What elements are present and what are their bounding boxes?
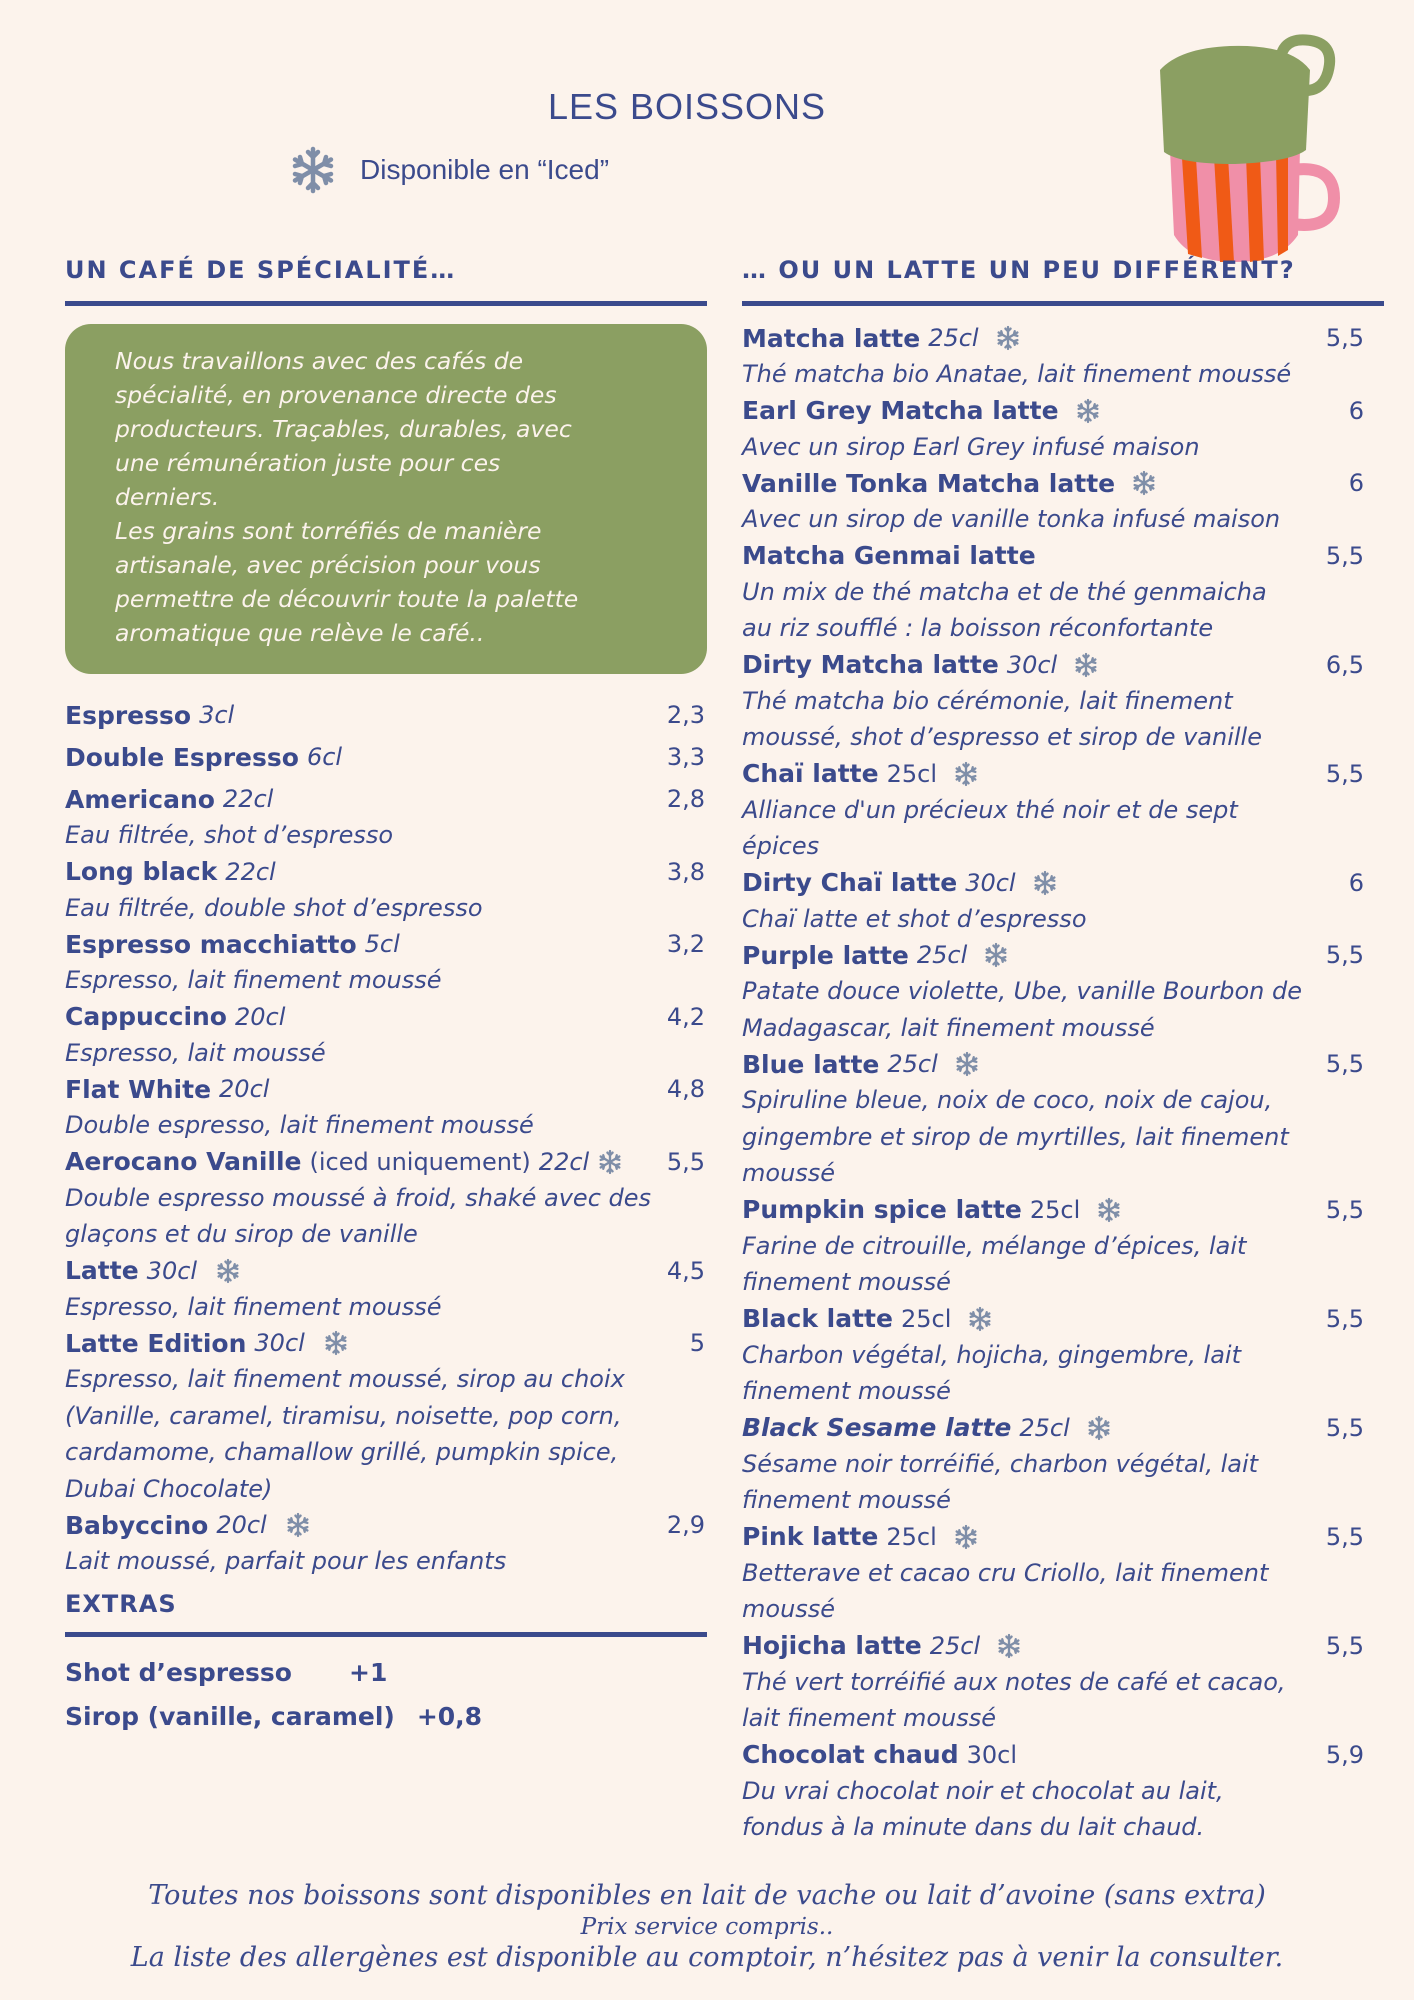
menu-item-name: Hojicha latte [742,1631,922,1660]
menu-item-header [65,926,705,962]
menu-item-volume: 30cl [966,1740,1017,1769]
menu-item-volume: 25cl [900,1304,952,1333]
menu-item-price: 3,3 [666,743,705,771]
menu-item-name: Vanille Tonka Matcha latte [742,468,1116,498]
extras-item-price: +1 [349,1657,388,1687]
section-divider [65,301,707,306]
menu-item-description: Farine de citrouille, mélange d’épices, lait finement moussé [742,1231,1247,1296]
menu-item-header [742,1519,1364,1555]
menu-item-description: Thé vert torréifié aux notes de café et cacao, lait finement moussé [742,1667,1286,1732]
menu-item-volume: 25cl [1029,1195,1081,1224]
menu-item [65,739,705,775]
menu-item-volume: 6cl [306,743,343,771]
menu-item-description: Avec un sirop de vanille tonka infusé maison [742,505,1281,533]
menu-item-volume: 22cl [538,1147,590,1176]
menu-item-header [742,1628,1364,1664]
menu-item-description: Eau filtrée, double shot d’espresso [65,893,483,922]
menu-item-price: 4,2 [666,1002,705,1031]
menu-item-description: Espresso, lait finement moussé [65,966,442,994]
menu-item-header [742,1410,1364,1446]
menu-item-header [65,739,705,775]
extras-list [65,1650,705,1738]
section-divider [742,301,1384,306]
menu-item-price: 2,9 [666,1511,705,1539]
menu-item-header [742,393,1364,429]
menu-item-header [742,756,1364,792]
snowflake-icon [953,1524,979,1550]
footer-allergens-note: La liste des allergènes est disponible au comptoir, n’hésitez pas à venir la consulter. [130,1942,1284,1973]
menu-item-description: Charbon végétal, hojicha, gingembre, lait finement moussé [742,1340,1241,1405]
menu-item-name: Matcha latte [742,323,921,353]
menu-item-description: Sésame noir torréifié, charbon végétal, lait finement moussé [742,1449,1259,1514]
menu-item-name: Matcha Genmai latte [742,541,1036,570]
menu-item-volume: 25cl [916,941,968,969]
menu-item-price: 5,5 [1325,1304,1364,1333]
snowflake-icon [954,1051,980,1077]
extras-item [65,1694,705,1738]
menu-item-description: Alliance d'un précieux thé noir et de sept épices [742,795,1238,860]
menu-item-description: Avec un sirop Earl Grey infusé maison [742,432,1200,461]
menu-item-description: Eau filtrée, shot d’espresso [65,821,394,849]
menu-item-name: Black latte [742,1304,893,1333]
menu-item-header [65,1071,705,1107]
menu-item [65,1144,705,1253]
menu-item-description: Espresso, lait finement moussé, sirop au choix (Vanille, caramel, tiramisu, noisette, pop corn, cardamome, chamallow grillé, pumpkin spice, Dubai Chocolate) [65,1365,625,1503]
menu-item-name: Black Sesame latte [742,1413,1012,1442]
menu-item [65,1071,705,1144]
menu-item-price: 6 [1348,469,1364,497]
menu-item-description: Chaï latte et shot d’espresso [742,904,1087,933]
menu-item-price: 6 [1348,868,1364,897]
menu-item-description: Espresso, lait moussé [65,1038,326,1067]
menu-item-header [742,538,1364,574]
menu-item-price: 5,5 [1325,1195,1364,1224]
section-divider [65,1632,707,1637]
snowflake-icon [1086,1415,1112,1441]
menu-item-note: (iced uniquement) [309,1147,531,1176]
menu-item-volume: 20cl [216,1511,267,1539]
menu-item-name: Chaï latte [742,759,879,788]
menu-item-volume: 25cl [887,1050,938,1078]
menu-item-header [742,1046,1364,1082]
snowflake-icon [285,1512,311,1538]
menu-item-header [65,1253,705,1289]
menu-item-header [65,1144,705,1180]
menu-item-price: 6 [1348,396,1364,425]
menu-item-header [65,854,705,890]
snowflake-icon [1073,652,1099,678]
snowflake-icon [597,1149,623,1175]
menu-item-description: Du vrai chocolat noir et chocolat au lait, fondus à la minute dans du lait chaud. [742,1776,1224,1841]
menu-item-volume: 30cl [965,868,1016,897]
menu-item-price: 6,5 [1325,650,1364,679]
menu-item [742,1192,1364,1301]
menu-item-name: Double Espresso [65,742,299,772]
menu-item-price: 4,8 [666,1075,705,1103]
coffee-menu-list [65,697,705,1580]
menu-item-header [742,1737,1364,1773]
intro-text: Nous travaillons avec des cafés de spécialité, en provenance directe des producteurs. Traçables, durables, avec une rémunération juste pour ces derniers. Les grains sont torréfiés de manière artisanale, avec précision pour vous permettre de découvrir toute la palette aromatique que relève le café.. [115,347,579,647]
menu-item-name: Flat White [65,1074,212,1104]
iced-legend [288,145,609,195]
snowflake-icon [1075,398,1101,424]
menu-item-price: 4,5 [666,1256,705,1285]
menu-item [65,1507,705,1580]
section-title-extras: EXTRAS [65,1590,177,1618]
menu-item-description: Thé matcha bio cérémonie, lait finement moussé, shot d’espresso et sirop de vanille [742,686,1262,751]
menu-item-description: Lait moussé, parfait pour les enfants [65,1547,507,1575]
menu-item-volume: 5cl [364,930,400,958]
menu-item [65,926,705,999]
menu-item-volume: 30cl [1006,650,1058,679]
extras-item-name: Shot d’espresso [65,1657,292,1687]
page-title: LES BOISSONS [547,86,827,127]
menu-item-header [742,937,1364,973]
menu-item [742,1046,1364,1192]
menu-item [742,647,1364,756]
menu-item-name: Espresso [65,700,192,730]
menu-item-price: 5,5 [1325,759,1364,788]
menu-item-description: Thé matcha bio Anatae, lait finement moussé [742,360,1292,388]
menu-item-price: 5,5 [1325,941,1364,969]
menu-item-name: Americano [65,784,215,814]
menu-item-price: 5,5 [1325,541,1364,570]
menu-item-volume: 30cl [254,1329,305,1357]
menu-item [65,781,705,854]
menu-item-header [65,999,705,1035]
menu-item-header [742,465,1364,501]
menu-item-description: Un mix de thé matcha et de thé genmaicha au riz soufflé : la boisson réconfortante [742,577,1267,642]
snowflake-icon [996,1633,1022,1659]
menu-item [65,999,705,1072]
menu-item-name: Purple latte [742,940,909,970]
menu-item [65,1325,705,1507]
stacked-mugs-illustration [1140,30,1360,270]
menu-item-header [742,647,1364,683]
menu-item-price: 3,8 [666,857,705,886]
footer-service-note: Prix service compris.. [580,1914,834,1940]
menu-item-header [65,697,705,733]
menu-item [742,1410,1364,1519]
menu-item-price: 5,5 [1325,1522,1364,1551]
menu-item-name: Cappuccino [65,1002,227,1031]
menu-item [742,393,1364,466]
snowflake-icon [323,1330,349,1356]
menu-item-name: Earl Grey Matcha latte [742,396,1059,425]
menu-item-name: Chocolat chaud [742,1740,959,1769]
section-title-specialty-coffee: UN CAFÉ DE SPÉCIALITÉ… [65,256,457,284]
menu-item [742,1628,1364,1737]
menu-item-header [65,1507,705,1543]
menu-item-name: Aerocano Vanille [65,1147,302,1176]
extras-item [65,1650,705,1694]
snowflake-icon [1096,1197,1122,1223]
menu-item [742,538,1364,647]
menu-item-description: Spiruline bleue, noix de coco, noix de cajou, gingembre et sirop de myrtilles, lait finement moussé [742,1086,1289,1187]
menu-item-price: 5,5 [1325,1413,1364,1442]
menu-item [742,1301,1364,1410]
menu-item-price: 5 [689,1329,705,1357]
menu-item-name: Blue latte [742,1049,880,1079]
menu-item-volume: 25cl [886,759,937,788]
snowflake-icon [983,942,1009,968]
menu-item-header [742,1192,1364,1228]
menu-item-name: Long black [65,857,218,886]
menu-item [742,1737,1364,1846]
menu-item-volume: 3cl [199,701,235,729]
menu-item-price: 5,5 [666,1147,705,1176]
snowflake-icon [215,1258,241,1284]
menu-item-volume: 20cl [235,1002,286,1031]
menu-item [742,756,1364,865]
latte-menu-list [742,320,1364,1846]
menu-item-price: 5,9 [1325,1740,1364,1769]
snowflake-icon [967,1306,993,1332]
menu-item-name: Espresso macchiatto [65,929,357,959]
menu-item-volume: 20cl [219,1075,270,1103]
menu-item-header [65,781,705,817]
snowflake-icon [953,761,979,787]
menu-item [65,854,705,927]
iced-legend-label: Disponible en “Iced” [360,154,610,185]
snowflake-icon [1032,870,1058,896]
extras-item-name: Sirop (vanille, caramel) [65,1701,395,1731]
menu-item-description: Double espresso moussé à froid, shaké avec des glaçons et du sirop de vanille [65,1183,652,1248]
menu-item-header [65,1325,705,1361]
menu-item-name: Pink latte [742,1522,879,1551]
menu-item [742,320,1364,393]
snowflake-icon [995,325,1021,351]
menu-item-volume: 25cl [929,1631,981,1660]
menu-item-price: 5,5 [1325,324,1364,352]
menu-item-description: Espresso, lait finement moussé [65,1292,442,1321]
menu-item-name: Pumpkin spice latte [742,1195,1022,1224]
menu-item [65,697,705,733]
menu-item-name: Dirty Matcha latte [742,650,999,679]
menu-item [742,865,1364,938]
menu-item-name: Babyccino [65,1510,209,1540]
menu-item-name: Latte [65,1256,139,1285]
intro-box [65,324,707,674]
menu-item [742,1519,1364,1628]
menu-item-price: 2,3 [666,701,705,729]
menu-item-volume: 30cl [146,1256,198,1285]
footer-milk-note: Toutes nos boissons sont disponibles en lait de vache ou lait d’avoine (sans extra) [148,1880,1266,1911]
menu-item-description: Double espresso, lait finement moussé [65,1111,534,1139]
menu-item-volume: 22cl [222,785,274,813]
snowflake-icon [288,145,338,195]
menu-item [65,1253,705,1326]
menu-item-header [742,865,1364,901]
menu-item-name: Latte Edition [65,1328,247,1358]
menu-item-price: 2,8 [666,785,705,813]
menu-item-description: Patate douce violette, Ube, vanille Bourbon de Madagascar, lait finement moussé [742,977,1302,1042]
section-title-different-latte: … OU UN LATTE UN PEU DIFFÉRENT? [742,256,1296,284]
snowflake-icon [1131,470,1157,496]
menu-item-header [742,1301,1364,1337]
menu-item-price: 5,5 [1325,1050,1364,1078]
menu-item-volume: 25cl [886,1522,937,1551]
menu-item-volume: 25cl [1019,1413,1070,1442]
menu-item-price: 3,2 [666,930,705,958]
menu-item-name: Dirty Chaï latte [742,868,958,897]
menu-item [742,465,1364,538]
menu-item-volume: 25cl [928,324,979,352]
extras-item-price: +0,8 [416,1701,483,1731]
menu-item-description: Betterave et cacao cru Criollo, lait finement moussé [742,1558,1269,1623]
menu-item-header [742,320,1364,356]
menu-item [742,937,1364,1046]
menu-item-price: 5,5 [1325,1631,1364,1660]
menu-item-volume: 22cl [225,857,276,886]
